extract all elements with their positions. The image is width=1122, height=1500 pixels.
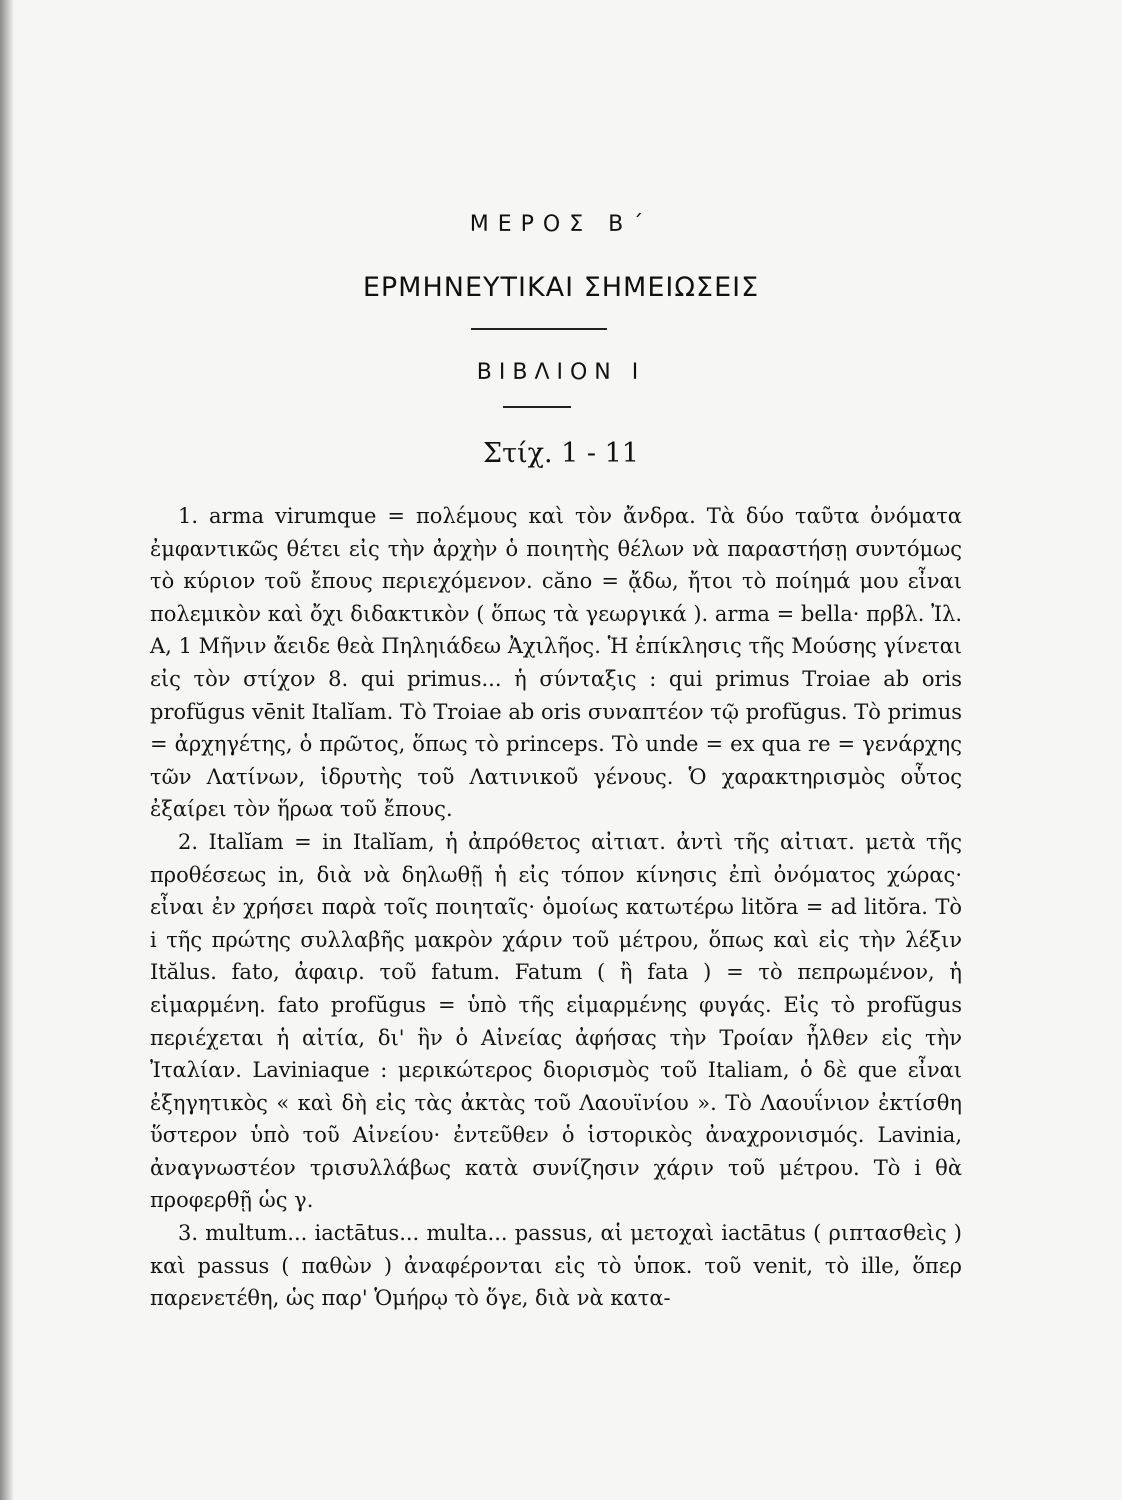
verse-range: Στίχ. 1 - 11 xyxy=(483,438,639,469)
book-rule xyxy=(503,406,571,408)
note-paragraph-1: 1. arma virumque = πολέμους καὶ τὸν ἄνδρα. Τὰ δύο ταῦτα ὀνόματα ἐμφαντικῶς θέτει εἰς τὴν ἀρχὴν ὁ ποιητὴς θέλων νὰ παραστήσῃ συντόμως τὸ κύριον τοῦ ἔπους περιεχόμενον. căno = ᾄδω, ἤτοι τὸ ποίημά μου εἶναι πολεμικὸν καὶ ὄχι διδακτικὸν ( ὅπως τὰ γεωργικά ). arma = bella· πρβλ. Ἰλ. Α, 1 Μῆνιν ἄειδε θεὰ Πηληιάδεω Ἀχιλῆος. Ἡ ἐπίκλησις τῆς Μούσης γίνεται εἰς τὸν στίχον 8. qui primus... ἡ σύνταξις : qui primus Troiae ab oris profŭgus vēnit Italĭam. Τὸ Troiae ab oris συναπτέον τῷ profŭgus. Τὸ primus = ἀρχηγέτης, ὁ πρῶτος, ὅπως τὸ princeps. Τὸ unde = ex qua re = γενάρχης τῶν Λατίνων, ἱδρυτὴς τοῦ Λατινικοῦ γένους. Ὁ χαρακτηρισμὸς οὗτος ἐξαίρει τὸν ἥρωα τοῦ ἔπους. xyxy=(150,504,962,822)
commentary-body xyxy=(150,500,962,1315)
section-heading: ΕΡΜΗΝΕΥΤΙΚΑΙ ΣΗΜΕΙΩΣΕΙΣ xyxy=(362,272,760,303)
part-heading: ΜΕΡΟΣ Β΄ xyxy=(469,212,653,237)
note-paragraph-2: 2. Italĭam = in Italĭam, ἡ ἀπρόθετος αἰτιατ. ἀντὶ τῆς αἰτιατ. μετὰ τῆς προθέσεως in, διὰ νὰ δηλωθῇ ἡ εἰς τόπον κίνησις ἐπὶ ὀνόματος χώρας· εἶναι ἐν χρήσει παρὰ τοῖς ποιηταῖς· ὁμοίως κατωτέρω litŏra = ad litŏra. Τὸ i τῆς πρώτης συλλαβῆς μακρὸν χάριν τοῦ μέτρου, ὅπως καὶ εἰς τὴν λέξιν Itălus. fato, ἀφαιρ. τοῦ fatum. Fatum ( ἢ fata ) = τὸ πεπρωμένον, ἡ εἱμαρμένη. fato profŭgus = ὑπὸ τῆς εἱμαρμένης φυγάς. Εἰς τὸ profŭgus περιέχεται ἡ αἰτία, δι' ἣν ὁ Αἰνείας ἀφήσας τὴν Τροίαν ἦλθεν εἰς τὴν Ἰταλίαν. Laviniaque : μερικώτερος διορισμὸς τοῦ Italiam, ὁ δὲ que εἶναι ἐξηγητικὸς « καὶ δὴ εἰς τὰς ἀκτὰς τοῦ Λαουϊνίου ». Τὸ Λαουΐνιον ἐκτίσθη ὕστερον ὑπὸ τοῦ Αἰνείου· ἐντεῦθεν ὁ ἱστορικὸς ἀναχρονισμός. Lavinia, ἀναγνωστέον τρισυλλάβως κατὰ συνίζησιν χάριν τοῦ μέτρου. Τὸ i θὰ προφερθῇ ὡς γ. xyxy=(150,829,962,1213)
book-heading: ΒΙΒΛΙΟΝ Ι xyxy=(476,360,646,385)
note-paragraph-3: 3. multum... iactātus... multa... passus, αἱ μετοχαὶ iactātus ( ριπτασθεὶς ) καὶ passus ( παθὼν ) ἀναφέρονται εἰς τὸ ὑποκ. τοῦ venit, τὸ ille, ὅπερ παρενετέθη, ὡς παρ' Ὁμήρῳ τὸ ὅγε, διὰ νὰ κατα- xyxy=(150,1221,962,1311)
heading-rule xyxy=(471,328,607,330)
